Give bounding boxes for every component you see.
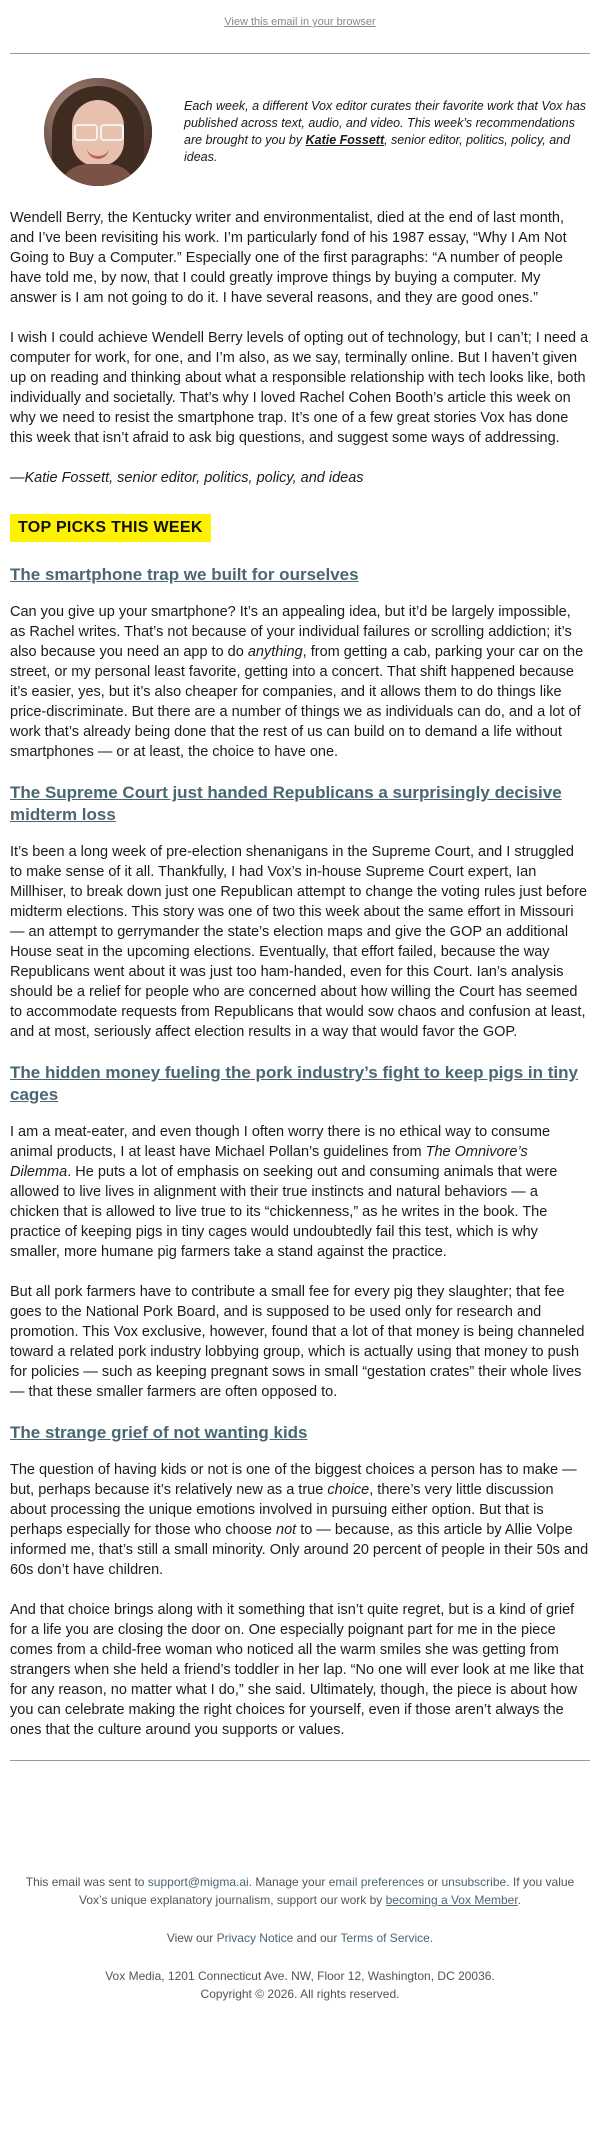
pick-1 xyxy=(10,564,590,762)
letter-signature: —Katie Fossett, senior editor, politics, policy, and ideas xyxy=(10,470,364,486)
privacy-notice-link[interactable]: Privacy Notice xyxy=(216,1931,294,1945)
recipient-email-link[interactable]: support@migma.ai xyxy=(147,1875,249,1889)
pick-paragraph: The question of having kids or not is one of the biggest choices a person has to make — but, perhaps because it’s relatively new as a true choice, there’s very little discussion about processing the unique emotions involved in pursuing either option. But that is perhaps especially for those who choose not to — because, as this article by Allie Volpe informed me, that’s still a small minority. Only around 20 percent of people in their 50s and 60s don’t have children. xyxy=(10,1462,589,1578)
unsubscribe-link[interactable]: unsubscribe xyxy=(441,1875,507,1889)
footer-legal-links: View our Privacy Notice and our Terms of Service. xyxy=(166,1931,434,1945)
pick-title-link[interactable]: The hidden money fueling the pork industry’s fight to keep pigs in tiny cages xyxy=(10,1063,578,1104)
footer xyxy=(10,1761,590,2003)
top-picks-badge: TOP PICKS THIS WEEK xyxy=(10,514,211,542)
intro-text: Each week, a different Vox editor curates their favorite work that Vox has published across text, audio, and video. This week’s recommendations are brought to you by Katie Fossett, senior editor, politics, policy, and ideas. xyxy=(184,99,587,164)
pick-title xyxy=(10,564,590,586)
email-preferences-link[interactable]: email preferences xyxy=(328,1875,425,1889)
email-container xyxy=(10,0,590,2003)
pick-title-link[interactable]: The strange grief of not wanting kids xyxy=(10,1423,308,1442)
editor-name-link[interactable]: Katie Fossett xyxy=(305,133,385,147)
view-in-browser-row xyxy=(10,0,590,40)
pick-title xyxy=(10,1422,590,1444)
terms-of-service-link[interactable]: Terms of Service xyxy=(340,1931,430,1945)
pick-4 xyxy=(10,1422,590,1740)
pick-paragraph: But all pork farmers have to contribute a small fee for every pig they slaughter; that fee goes to the National Pork Board, and is supposed to be used only for research and promotion. This Vox exclusive, however, found that a lot of that money is being channeled toward a related pork industry lobbying group, which is actually using that money to push for policies — such as keeping pregnant sows in small “gestation crates” their whole lives — that these smaller farmers are often opposed to. xyxy=(10,1284,585,1400)
editor-avatar xyxy=(44,78,152,186)
editor-letter xyxy=(10,208,590,488)
view-in-browser-link[interactable]: View this email in your browser xyxy=(224,16,376,28)
vox-member-link[interactable]: becoming a Vox Member xyxy=(385,1893,518,1907)
pick-paragraph: I am a meat-eater, and even though I often worry there is no ethical way to consume animal products, I at least have Michael Pollan’s guidelines from The Omnivore’s Dilemma. He puts a lot of emphasis on seeking out and consuming animals that were allowed to live lives in alignment with their true instincts and natural behaviors — a chicken that is allowed to live true to its “chickenness,” as he writes in the book. The practice of keeping pigs in tiny cages would undoubtedly fail this test, which is why smaller, more humane pig farmers take a stand against the practice. xyxy=(10,1124,558,1260)
footer-address: Vox Media, 1201 Connecticut Ave. NW, Floor 12, Washington, DC 20036. Copyright © 2026. All rights reserved. xyxy=(105,1969,495,2001)
pick-title xyxy=(10,782,590,826)
footer-subscription-text: This email was sent to support@migma.ai. Manage your email preferences or unsubscribe. If you value Vox’s unique explanatory journalism, support our work by becoming a Vox Member. xyxy=(25,1875,575,1907)
pick-paragraph: Can you give up your smartphone? It’s an appealing idea, but it’d be largely impossible, as Rachel writes. That’s not because of your individual failures or scrolling addiction; it’s also because you need an app to do anything, from getting a cab, parking your car on the street, or my personal least favorite, getting into a concert. That shift happened because it’s easier, yes, but it’s also cheaper for companies, and it allows them to do things like price-discriminate. But there are a number of things we as individuals can do, and a lot of work that’s already being done that the rest of us can build on to demand a life without smartphones — or at least, the choice to have one. xyxy=(10,604,584,760)
pick-paragraph: It’s been a long week of pre-election shenanigans in the Supreme Court, and I struggled to make sense of it all. Thankfully, I had Vox’s in-house Supreme Court expert, Ian Millhiser, to break down just one Republican attempt to change the voting rules just before midterm elections. This story was one of two this week about the same effort in Missouri — an attempt to gerrymander the state’s election maps and give the GOP an additional House seat in the upcoming elections. Eventually, that effort failed, because the way Republicans went about it was just too ham-handed, even for this Court. Ian’s analysis should be a relief for people who are concerned about how willing the Court has seemed to accommodate requests from Republicans that would sow chaos and confusion at least, and at most, seriously affect election results in a way that would favor the GOP. xyxy=(10,844,588,1040)
pick-title-link[interactable]: The Supreme Court just handed Republicans a surprisingly decisive midterm loss xyxy=(10,783,562,824)
pick-title xyxy=(10,1062,590,1106)
pick-paragraph: And that choice brings along with it something that isn’t quite regret, but is a kind of grief for a life you are closing the door on. One especially poignant part for me in the piece comes from a child-free woman who noticed all the warm smiles she was getting from strangers when she held a friend’s toddler in her lap. “No one will ever look at me like that for any reason, no matter what I do,” she said. Ultimately, though, the piece is about how you can celebrate making the right choices for yourself, even if those aren’t always the ones that the culture around you supports or values. xyxy=(10,1602,584,1738)
editor-intro xyxy=(10,54,590,208)
pick-3 xyxy=(10,1062,590,1402)
letter-paragraph: Wendell Berry, the Kentucky writer and environmentalist, died at the end of last month, and I’ve been revisiting his work. I’m particularly fond of his 1987 essay, “Why I Am Not Going to Buy a Computer.” Especially one of the first paragraphs: “A number of people have told me, by now, that I could greatly improve things by buying a computer. My answer is I am not going to do it. I have several reasons, and they are good ones.” xyxy=(10,210,567,306)
letter-paragraph: I wish I could achieve Wendell Berry levels of opting out of technology, but I can’t; I need a computer for work, for one, and I’m also, as we say, terminally online. But I haven’t given up on reading and thinking about what a responsible relationship with tech looks like, both individually and societally. That’s why I loved Rachel Cohen Booth’s article this week on why we need to resist the smartphone trap. It’s one of a few great stories Vox has done this week that isn’t afraid to ask big questions, and suggest some ways of addressing. xyxy=(10,330,589,446)
footer-copyright: Copyright © 2026. All rights reserved. xyxy=(200,1987,400,2001)
pick-2 xyxy=(10,782,590,1042)
pick-title-link[interactable]: The smartphone trap we built for ourselves xyxy=(10,565,359,584)
